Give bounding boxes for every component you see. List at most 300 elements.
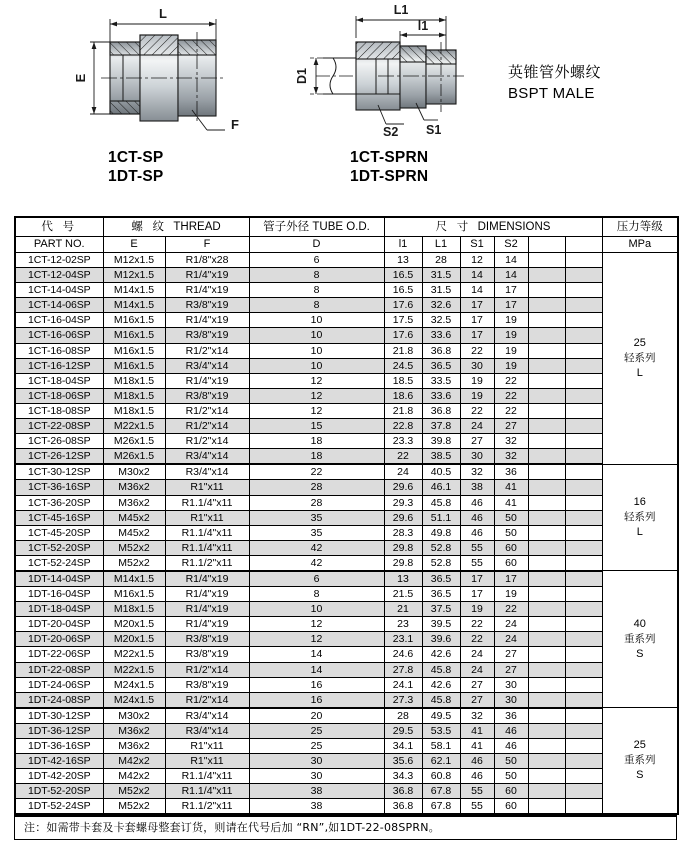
cell-blank-1: [528, 632, 565, 647]
cell-e: M52x2: [103, 555, 165, 571]
cell-f: R1"x11: [165, 739, 249, 754]
cell-blank-2: [565, 677, 602, 692]
cell-s1: 14: [460, 268, 494, 283]
cell-s1: 30: [460, 358, 494, 373]
cell-e: M36x2: [103, 739, 165, 754]
cell-part: 1CT-16-06SP: [15, 328, 103, 343]
cell-d: 12: [249, 373, 384, 388]
cell-d: 8: [249, 283, 384, 298]
cell-s2: 32: [494, 449, 528, 465]
cell-blank-2: [565, 495, 602, 510]
pressure-value: 25: [633, 336, 646, 349]
table-head: [15, 217, 678, 253]
cell-blank-1: [528, 283, 565, 298]
cell-l1: 23.1: [384, 632, 422, 647]
cell-f: R1"x11: [165, 480, 249, 495]
drawing-label-E: E: [73, 73, 88, 83]
cell-e: M18x1.5: [103, 388, 165, 403]
cell-s1: 19: [460, 373, 494, 388]
cell-blank-2: [565, 739, 602, 754]
cell-s2: 19: [494, 358, 528, 373]
cell-s1: 19: [460, 602, 494, 617]
cell-blank-1: [528, 298, 565, 313]
product-title-1dt-sprn: 1DT-SPRN: [350, 168, 429, 185]
cell-s2: 50: [494, 510, 528, 525]
cell-blank-2: [565, 419, 602, 434]
cell-L1: 36.5: [422, 571, 460, 587]
cell-f: R1.1/4"x11: [165, 769, 249, 784]
table-note: 注：如需带卡套及卡套螺母整套订货，则请在代号后加 “RN”,如1DT-22-08SPRN。: [14, 815, 677, 840]
fitting-body-left: [101, 32, 225, 124]
cell-blank-1: [528, 799, 565, 815]
cell-blank-2: [565, 754, 602, 769]
cell-s1: 27: [460, 434, 494, 449]
cell-blank-2: [565, 540, 602, 555]
header-sub-L1: L1: [422, 237, 460, 253]
cell-blank-2: [565, 708, 602, 724]
cell-L1: 31.5: [422, 283, 460, 298]
drawing-label-L1: L1: [393, 3, 409, 17]
cell-part: 1CT-18-08SP: [15, 403, 103, 418]
cell-l1: 27.8: [384, 662, 422, 677]
cell-part: 1CT-52-24SP: [15, 555, 103, 571]
cell-blank-1: [528, 434, 565, 449]
cell-blank-2: [565, 403, 602, 418]
cell-l1: 24.6: [384, 647, 422, 662]
cell-L1: 45.8: [422, 662, 460, 677]
cell-s2: 19: [494, 587, 528, 602]
cell-e: M36x2: [103, 480, 165, 495]
cell-L1: 51.1: [422, 510, 460, 525]
cell-l1: 22: [384, 449, 422, 465]
cell-s2: 27: [494, 647, 528, 662]
cell-e: M42x2: [103, 769, 165, 784]
header-pressure-unit: MPa: [602, 237, 678, 253]
cell-e: M16x1.5: [103, 328, 165, 343]
cell-d: 16: [249, 677, 384, 692]
cell-blank-1: [528, 253, 565, 268]
cell-s1: 22: [460, 617, 494, 632]
cell-s2: 19: [494, 313, 528, 328]
cell-s2: 22: [494, 388, 528, 403]
cell-l1: 13: [384, 253, 422, 268]
cell-s1: 55: [460, 799, 494, 815]
cell-part: 1DT-18-04SP: [15, 602, 103, 617]
cell-part: 1CT-36-20SP: [15, 495, 103, 510]
cell-s1: 17: [460, 587, 494, 602]
cell-s2: 50: [494, 525, 528, 540]
header-pressure-cn: 压力等级: [602, 217, 678, 237]
cell-s2: 32: [494, 434, 528, 449]
table-row: [15, 739, 678, 754]
cell-d: 38: [249, 799, 384, 815]
pressure-series-cn: 重系列: [624, 632, 656, 645]
cell-blank-2: [565, 647, 602, 662]
cell-l1: 17.6: [384, 298, 422, 313]
cell-f: R1/2"x14: [165, 434, 249, 449]
cell-blank-2: [565, 464, 602, 480]
cell-d: 30: [249, 754, 384, 769]
cell-l1: 24.1: [384, 677, 422, 692]
header-sub-S2: S2: [494, 237, 528, 253]
cell-blank-1: [528, 403, 565, 418]
table-row: [15, 662, 678, 677]
cell-e: M22x1.5: [103, 662, 165, 677]
cell-s2: 41: [494, 480, 528, 495]
pressure-series-code: S: [636, 769, 644, 782]
cell-l1: 21.8: [384, 403, 422, 418]
cell-d: 12: [249, 617, 384, 632]
drawings-area: [0, 0, 691, 205]
cell-part: 1DT-22-08SP: [15, 662, 103, 677]
cell-part: 1DT-36-12SP: [15, 723, 103, 738]
table-row: [15, 799, 678, 815]
cell-f: R1/2"x14: [165, 419, 249, 434]
pressure-series-code: L: [636, 366, 643, 379]
table-row: [15, 449, 678, 465]
cell-d: 12: [249, 403, 384, 418]
cell-L1: 67.8: [422, 784, 460, 799]
cell-part: 1CT-16-12SP: [15, 358, 103, 373]
cell-s1: 17: [460, 571, 494, 587]
cell-d: 12: [249, 632, 384, 647]
cell-e: M26x1.5: [103, 434, 165, 449]
cell-s1: 46: [460, 754, 494, 769]
table-row: [15, 784, 678, 799]
cell-s1: 32: [460, 708, 494, 724]
cell-part: 1CT-12-04SP: [15, 268, 103, 283]
table-row: [15, 313, 678, 328]
cell-e: M42x2: [103, 754, 165, 769]
cell-blank-2: [565, 313, 602, 328]
cell-l1: 17.5: [384, 313, 422, 328]
cell-s1: 24: [460, 662, 494, 677]
cell-blank-2: [565, 617, 602, 632]
cell-L1: 45.8: [422, 692, 460, 708]
cell-e: M12x1.5: [103, 253, 165, 268]
table-header-row-sub: [15, 237, 678, 253]
cell-part: 1CT-16-08SP: [15, 343, 103, 358]
cell-blank-1: [528, 662, 565, 677]
cell-L1: 33.6: [422, 388, 460, 403]
cell-f: R1/4"x19: [165, 602, 249, 617]
cell-f: R1.1/4"x11: [165, 495, 249, 510]
cell-blank-2: [565, 510, 602, 525]
cell-s2: 17: [494, 298, 528, 313]
table-body: [15, 253, 678, 815]
cell-f: R1/2"x14: [165, 343, 249, 358]
cell-L1: 42.6: [422, 647, 460, 662]
cell-f: R1/2"x14: [165, 692, 249, 708]
cell-blank-1: [528, 769, 565, 784]
cell-l1: 29.5: [384, 723, 422, 738]
cell-s2: 41: [494, 495, 528, 510]
cell-s2: 30: [494, 692, 528, 708]
cell-l1: 29.8: [384, 540, 422, 555]
cell-part: 1DT-22-06SP: [15, 647, 103, 662]
cell-e: M36x2: [103, 723, 165, 738]
cell-s1: 27: [460, 692, 494, 708]
table-row: [15, 253, 678, 268]
table-row: [15, 268, 678, 283]
table-row: [15, 388, 678, 403]
cell-l1: 18.6: [384, 388, 422, 403]
cell-blank-1: [528, 754, 565, 769]
cell-blank-2: [565, 602, 602, 617]
cell-blank-1: [528, 313, 565, 328]
pressure-value: 40: [633, 617, 646, 630]
cell-f: R3/4"x14: [165, 449, 249, 465]
table-row: [15, 434, 678, 449]
cell-s1: 14: [460, 283, 494, 298]
pressure-series-cn: 轻系列: [624, 351, 656, 364]
cell-L1: 42.6: [422, 677, 460, 692]
cell-f: R1"x11: [165, 754, 249, 769]
cell-L1: 32.5: [422, 313, 460, 328]
cell-blank-1: [528, 510, 565, 525]
cell-L1: 36.8: [422, 403, 460, 418]
cell-blank-2: [565, 555, 602, 571]
cell-blank-1: [528, 525, 565, 540]
cell-d: 16: [249, 692, 384, 708]
cell-f: R3/8"x19: [165, 632, 249, 647]
cell-part: 1CT-14-06SP: [15, 298, 103, 313]
product-name-en: BSPT MALE: [508, 85, 595, 102]
cell-blank-1: [528, 268, 565, 283]
cell-f: R1/4"x19: [165, 283, 249, 298]
header-sub-blank-1: [528, 237, 565, 253]
cell-f: R1/4"x19: [165, 313, 249, 328]
cell-l1: 21.8: [384, 343, 422, 358]
cell-d: 35: [249, 525, 384, 540]
cell-blank-1: [528, 647, 565, 662]
drawing-label-L: L: [159, 6, 167, 21]
table-row: [15, 419, 678, 434]
cell-s1: 30: [460, 449, 494, 465]
cell-f: R1/4"x19: [165, 268, 249, 283]
cell-f: R3/4"x14: [165, 708, 249, 724]
spec-table-wrapper: [14, 216, 677, 840]
table-row: [15, 525, 678, 540]
cell-s2: 60: [494, 555, 528, 571]
cell-part: 1DT-24-06SP: [15, 677, 103, 692]
cell-e: M16x1.5: [103, 358, 165, 373]
cell-L1: 31.5: [422, 268, 460, 283]
table-row: [15, 495, 678, 510]
table-row: [15, 677, 678, 692]
cell-blank-1: [528, 739, 565, 754]
header-dimensions: 尺 寸 DIMENSIONS: [384, 217, 602, 237]
cell-l1: 29.6: [384, 510, 422, 525]
cell-part: 1DT-42-20SP: [15, 769, 103, 784]
pressure-series-code: L: [636, 526, 643, 539]
cell-s1: 24: [460, 647, 494, 662]
cell-blank-2: [565, 358, 602, 373]
cell-d: 10: [249, 343, 384, 358]
cell-blank-2: [565, 571, 602, 587]
cell-d: 6: [249, 571, 384, 587]
table-row: [15, 723, 678, 738]
cell-s1: 17: [460, 298, 494, 313]
cell-d: 8: [249, 587, 384, 602]
product-title-1dt-sp: 1DT-SP: [108, 168, 164, 185]
table-row: [15, 632, 678, 647]
cell-blank-2: [565, 388, 602, 403]
cell-s2: 60: [494, 540, 528, 555]
cell-f: R3/4"x14: [165, 464, 249, 480]
product-name-block: [508, 62, 601, 104]
cell-l1: 17.6: [384, 328, 422, 343]
cell-d: 15: [249, 419, 384, 434]
cell-part: 1CT-36-16SP: [15, 480, 103, 495]
cell-blank-1: [528, 692, 565, 708]
cell-pressure-rating: [602, 464, 678, 571]
technical-drawing-1ct-sprn: [228, 2, 473, 147]
cell-blank-2: [565, 283, 602, 298]
cell-L1: 36.5: [422, 358, 460, 373]
table-row: [15, 510, 678, 525]
cell-f: R1.1/4"x11: [165, 525, 249, 540]
cell-s1: 24: [460, 419, 494, 434]
cell-f: R1/2"x14: [165, 403, 249, 418]
cell-l1: 23.3: [384, 434, 422, 449]
table-row: [15, 571, 678, 587]
cell-s1: 32: [460, 464, 494, 480]
cell-d: 8: [249, 268, 384, 283]
cell-blank-1: [528, 480, 565, 495]
cell-L1: 37.8: [422, 419, 460, 434]
cell-l1: 21: [384, 602, 422, 617]
pressure-series-code: S: [636, 647, 644, 660]
cell-f: R1.1/4"x11: [165, 540, 249, 555]
cell-part: 1CT-14-04SP: [15, 283, 103, 298]
cell-blank-1: [528, 571, 565, 587]
cell-blank-2: [565, 298, 602, 313]
header-thread: 螺 纹 THREAD: [103, 217, 249, 237]
cell-l1: 28.3: [384, 525, 422, 540]
cell-part: 1CT-30-12SP: [15, 464, 103, 480]
cell-L1: 33.6: [422, 328, 460, 343]
cell-d: 35: [249, 510, 384, 525]
table-row: [15, 480, 678, 495]
cell-l1: 23: [384, 617, 422, 632]
product-title-1ct-sp: 1CT-SP: [108, 149, 164, 166]
cell-e: M26x1.5: [103, 449, 165, 465]
cell-s2: 24: [494, 617, 528, 632]
table-header-row-top: [15, 217, 678, 237]
table-row: [15, 617, 678, 632]
cell-L1: 49.8: [422, 525, 460, 540]
cell-part: 1DT-52-24SP: [15, 799, 103, 815]
cell-blank-2: [565, 449, 602, 465]
cell-L1: 60.8: [422, 769, 460, 784]
cell-blank-2: [565, 692, 602, 708]
cell-blank-2: [565, 434, 602, 449]
cell-e: M24x1.5: [103, 692, 165, 708]
cell-blank-2: [565, 253, 602, 268]
cell-d: 12: [249, 388, 384, 403]
table-row: [15, 373, 678, 388]
cell-part: 1CT-18-04SP: [15, 373, 103, 388]
cell-e: M45x2: [103, 510, 165, 525]
cell-s2: 14: [494, 268, 528, 283]
cell-l1: 18.5: [384, 373, 422, 388]
cell-part: 1DT-20-04SP: [15, 617, 103, 632]
cell-part: 1DT-16-04SP: [15, 587, 103, 602]
cell-e: M12x1.5: [103, 268, 165, 283]
cell-s2: 14: [494, 253, 528, 268]
cell-l1: 28: [384, 708, 422, 724]
cell-e: M18x1.5: [103, 602, 165, 617]
cell-L1: 52.8: [422, 555, 460, 571]
cell-e: M24x1.5: [103, 677, 165, 692]
cell-l1: 34.3: [384, 769, 422, 784]
cell-blank-1: [528, 677, 565, 692]
table-row: [15, 769, 678, 784]
cell-blank-2: [565, 480, 602, 495]
cell-blank-1: [528, 343, 565, 358]
cell-d: 18: [249, 449, 384, 465]
cell-L1: 58.1: [422, 739, 460, 754]
cell-blank-1: [528, 388, 565, 403]
cell-L1: 46.1: [422, 480, 460, 495]
cell-blank-1: [528, 358, 565, 373]
cell-pressure-rating: [602, 253, 678, 465]
cell-blank-2: [565, 268, 602, 283]
cell-part: 1DT-52-20SP: [15, 784, 103, 799]
table-row: [15, 464, 678, 480]
drawing-label-S2: S2: [383, 125, 399, 139]
cell-s2: 36: [494, 464, 528, 480]
cell-s1: 22: [460, 403, 494, 418]
cell-L1: 52.8: [422, 540, 460, 555]
cell-s2: 17: [494, 571, 528, 587]
cell-s2: 17: [494, 283, 528, 298]
header-sub-F: F: [165, 237, 249, 253]
cell-part: 1CT-45-20SP: [15, 525, 103, 540]
cell-f: R1/4"x19: [165, 617, 249, 632]
cell-blank-1: [528, 495, 565, 510]
cell-s2: 19: [494, 343, 528, 358]
cell-part: 1CT-52-20SP: [15, 540, 103, 555]
cell-L1: 39.5: [422, 617, 460, 632]
cell-d: 10: [249, 602, 384, 617]
cell-f: R3/8"x19: [165, 298, 249, 313]
cell-s2: 22: [494, 403, 528, 418]
cell-d: 42: [249, 555, 384, 571]
table-row: [15, 587, 678, 602]
table-row: [15, 647, 678, 662]
cell-f: R1/4"x19: [165, 587, 249, 602]
cell-pressure-rating: [602, 708, 678, 815]
cell-s2: 60: [494, 799, 528, 815]
cell-blank-1: [528, 373, 565, 388]
cell-d: 18: [249, 434, 384, 449]
cell-d: 14: [249, 662, 384, 677]
table-row: [15, 358, 678, 373]
drawing-label-D1: D1: [295, 68, 309, 84]
spec-table: [14, 216, 679, 815]
cell-f: R3/8"x19: [165, 677, 249, 692]
cell-s1: 46: [460, 495, 494, 510]
cell-s1: 22: [460, 343, 494, 358]
header-sub-l1: l1: [384, 237, 422, 253]
cell-s2: 46: [494, 723, 528, 738]
cell-s1: 17: [460, 328, 494, 343]
cell-e: M30x2: [103, 464, 165, 480]
cell-d: 38: [249, 784, 384, 799]
cell-s1: 38: [460, 480, 494, 495]
